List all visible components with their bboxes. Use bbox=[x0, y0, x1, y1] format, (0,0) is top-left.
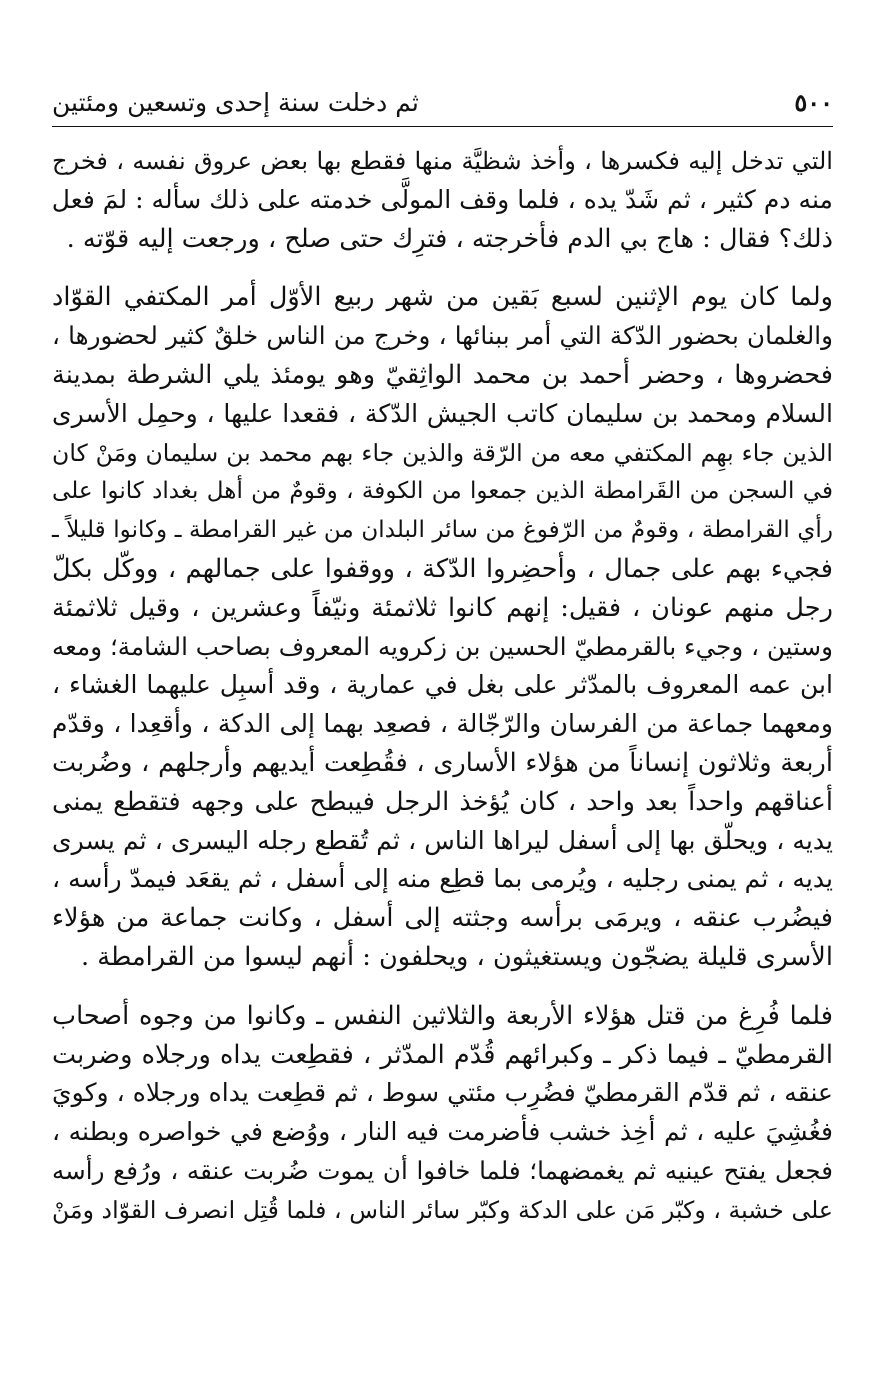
text-line: منه دم كثير ، ثم شَدّ يده ، فلما وقف المولَّى خدمته على ذلك سأله : لمَ فعل bbox=[51, 184, 833, 214]
text-line: القرمطيّ ـ فيما ذكر ـ وكبرائهم قُدّم المدّثر ، فقطِعت يداه ورجلاه وضربت bbox=[52, 1039, 833, 1070]
text-line: التي تدخل إليه فكسرها ، وأخذ شظيَّة منها فقطع بها بعض عروق نفسه ، فخرج bbox=[52, 147, 833, 175]
page-header bbox=[52, 82, 833, 127]
text-line: في السجن من القَرامطة الذين جمعوا من الكوفة ، وقومٌ من أهل بغداد كانوا على bbox=[52, 478, 833, 505]
paragraph-gap bbox=[52, 258, 833, 278]
text-line: رأي القرامطة ، وقومٌ من الرّفوغ من سائر البلدان من غير القرامطة ـ وكانوا قليلاً ـ bbox=[52, 517, 833, 544]
text-line: ذلك؟ فقال : هاج بي الدم فأخرجته ، فترِك حتى صلح ، ورجعت إليه قوّته . bbox=[66, 223, 833, 254]
paragraph-gap bbox=[52, 977, 833, 997]
text-line: السلام ومحمد بن سليمان كاتب الجيش الدّكة ، فقعدا عليها ، وحمِل الأسرى bbox=[52, 398, 833, 428]
running-title: ثم دخلت سنة إحدى وتسعين ومئتين bbox=[52, 88, 419, 117]
text-line: ومعهما جماعة من الفرسان والرّجّالة ، فصعِد بهما إلى الدكة ، وأقعِدا ، وقدّم bbox=[52, 709, 833, 739]
text-line: أربعة وثلاثون إنساناً من هؤلاء الأسارى ، فقُطِعت أيديهم وأرجلهم ، وضُربت bbox=[52, 747, 833, 778]
text-line: على خشبة ، وكبّر مَن على الدكة وكبّر سائر الناس ، فلما قُتِل انصرف القوّاد ومَنْ bbox=[52, 1195, 833, 1224]
text-line: الأسرى قليلة يضجّون ويستغيثون ، ويحلفون : أنهم ليسوا من القرامطة . bbox=[80, 941, 833, 972]
text-line: فلما فُرِغ من قتل هؤلاء الأربعة والثلاثين النفس ـ وكانوا من وجوه أصحاب bbox=[52, 1000, 833, 1031]
text-line: رجل منهم عونان ، فقيل: إنهم كانوا ثلاثمئة ونيّفاً وعشرين ، وقيل ثلاثمئة bbox=[52, 592, 833, 623]
text-line: يديه ، ثم يمنى رجليه ، ويُرمى بما قطِع منه إلى أسفل ، ثم يقعَد فيمدّ رأسه ، bbox=[52, 864, 833, 894]
text-line: فيضُرب عنقه ، ويرمَى برأسه وجثته إلى أسفل ، وكانت جماعة من هؤلاء bbox=[52, 903, 833, 934]
text-line: وستين ، وجيء بالقرمطيّ الحسين بن زكرويه المعروف بصاحب الشامة؛ ومعه bbox=[52, 631, 833, 661]
text-line: فجعل يفتح عينيه ثم يغمضهما؛ فلما خافوا أن يموت ضُربت عنقه ، ورُفع رأسه bbox=[52, 1155, 833, 1185]
paragraph-3 bbox=[52, 997, 833, 1230]
paragraph-1 bbox=[52, 142, 833, 258]
body-text bbox=[52, 142, 833, 1230]
text-line: فجيء بهم على جمال ، وأحضِروا الدّكة ، ووقفوا على جمالهم ، ووكّل بكلّ bbox=[52, 553, 833, 584]
text-line: عنقه ، ثم قدّم القرمطيّ فضُرِب مئتي سوط ، ثم قطِعت يداه ورجلاه ، وكويَ bbox=[52, 1078, 833, 1108]
page-number: ٥٠٠ bbox=[794, 88, 833, 117]
text-line: فغُشِيَ عليه ، ثم أخِذ خشب فأضرمت فيه النار ، ووُضع في خواصره وبطنه ، bbox=[52, 1117, 833, 1147]
text-line: أعناقهم واحداً بعد واحد ، كان يُؤخذ الرجل فيبطح على وجهه فتقطع يمنى bbox=[52, 786, 833, 817]
paragraph-2 bbox=[52, 278, 833, 976]
text-line: الذين جاء بهِم المكتفي معه من الرّقة والذين جاء بهم محمد بن سليمان ومَنْ كان bbox=[52, 438, 833, 467]
text-line: ولما كان يوم الإثنين لسبع بَقين من شهر ربيع الأوّل أمر المكتفي القوّاد bbox=[52, 282, 833, 313]
text-line: يديه ، ويحلّق بها إلى أسفل ليراها الناس ، ثم تُقطع رجله اليسرى ، ثم يسرى bbox=[52, 825, 833, 855]
text-line: ابن عمه المعروف بالمدّثر على بغل في عمارية ، وقد أسبِل عليهما الغشاء ، bbox=[52, 670, 833, 700]
text-line: والغلمان بحضور الدّكة التي أمر ببنائها ، وخرج من الناس خلقٌ كثير لحضورها ، bbox=[52, 321, 833, 351]
text-line: فحضروها ، وحضر أحمد بن محمد الواثِقيّ وهو يومئذ يلي الشرطة بمدينة bbox=[52, 359, 833, 390]
